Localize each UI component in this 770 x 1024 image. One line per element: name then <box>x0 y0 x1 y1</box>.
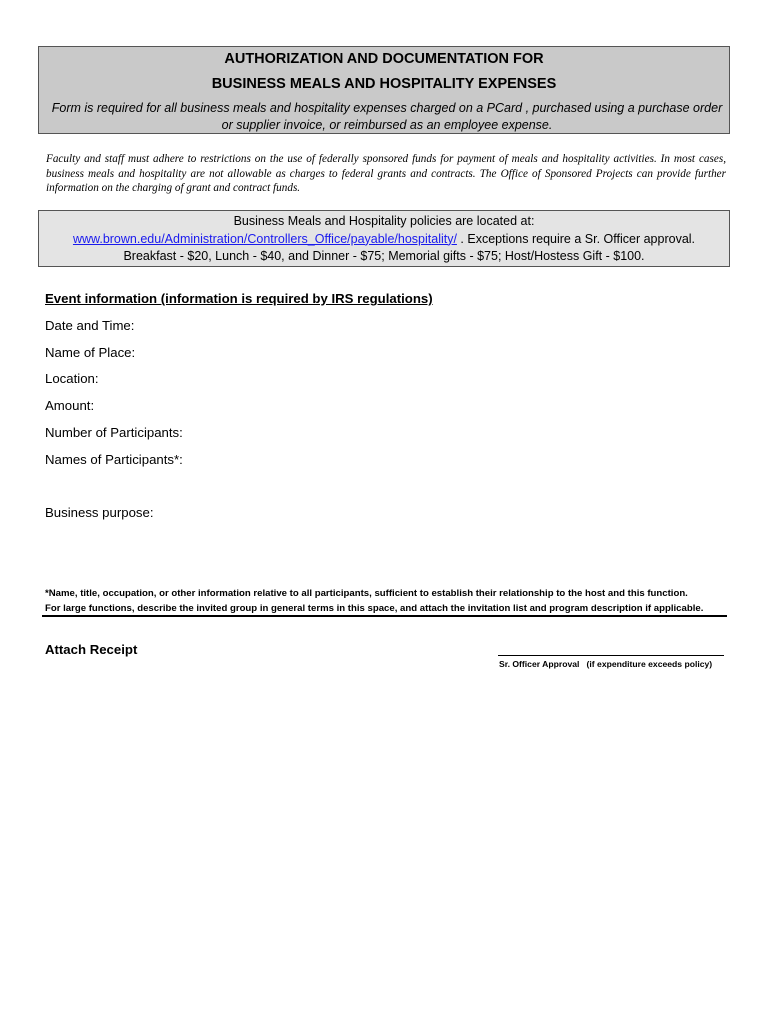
section-divider <box>42 615 727 617</box>
form-subtitle <box>49 100 725 134</box>
amount-label: Amount: <box>45 398 95 413</box>
place-name-label: Name of Place: <box>45 345 136 360</box>
event-info-heading: Event information (information is required by IRS regulations) <box>45 291 433 306</box>
signature-label: Sr. Officer Approval (if expenditure exceeds policy) <box>499 659 713 669</box>
form-title-line2: BUSINESS MEALS AND HOSPITALITY EXPENSES <box>211 76 557 92</box>
form-header <box>38 46 730 134</box>
policy-link[interactable]: www.brown.edu/Administration/Controllers_Office/payable/hospitality/ <box>72 231 457 246</box>
subtitle-line2: or supplier invoice, or reimbursed as an employee expense. <box>221 118 553 132</box>
policy-line2 <box>39 231 729 249</box>
policy-box <box>38 210 730 267</box>
participants-footnote <box>45 586 730 616</box>
attach-receipt-label: Attach Receipt <box>45 642 138 657</box>
subtitle-line1: Form is required for all business meals and hospitality expenses charged on a PCard , purchased using a purchase order <box>51 101 723 115</box>
policy-line1: Business Meals and Hospitality policies are located at: <box>233 214 535 228</box>
participant-names-label: Names of Participants*: <box>45 452 183 467</box>
location-label: Location: <box>45 371 99 386</box>
form-title-line1: AUTHORIZATION AND DOCUMENTATION FOR <box>224 51 544 67</box>
policy-exception-text: . Exceptions require a Sr. Officer approval. <box>456 231 696 246</box>
federal-funds-notice: Faculty and staff must adhere to restrictions on the use of federally sponsored funds for payment of meals and hospitality activities. In most cases, business meals and hospitality are not allowable as charges to federal grants and contracts. The Office of Sponsored Projects can provide further information on the charging of grant and contract funds. <box>46 153 726 194</box>
signature-line <box>498 655 724 656</box>
business-purpose-label: Business purpose: <box>45 505 154 520</box>
participant-count-label: Number of Participants: <box>45 425 183 440</box>
footnote-line1: *Name, title, occupation, or other information relative to all participants, sufficient to establish their relationship to the host and this function. <box>45 588 688 599</box>
footnote-line2: For large functions, describe the invited group in general terms in this space, and attach the invitation list and program description if applicable. <box>45 603 704 614</box>
date-time-label: Date and Time: <box>45 318 135 333</box>
policy-limits: Breakfast - $20, Lunch - $40, and Dinner - $75; Memorial gifts - $75; Host/Hostess Gift - $100. <box>123 249 645 263</box>
